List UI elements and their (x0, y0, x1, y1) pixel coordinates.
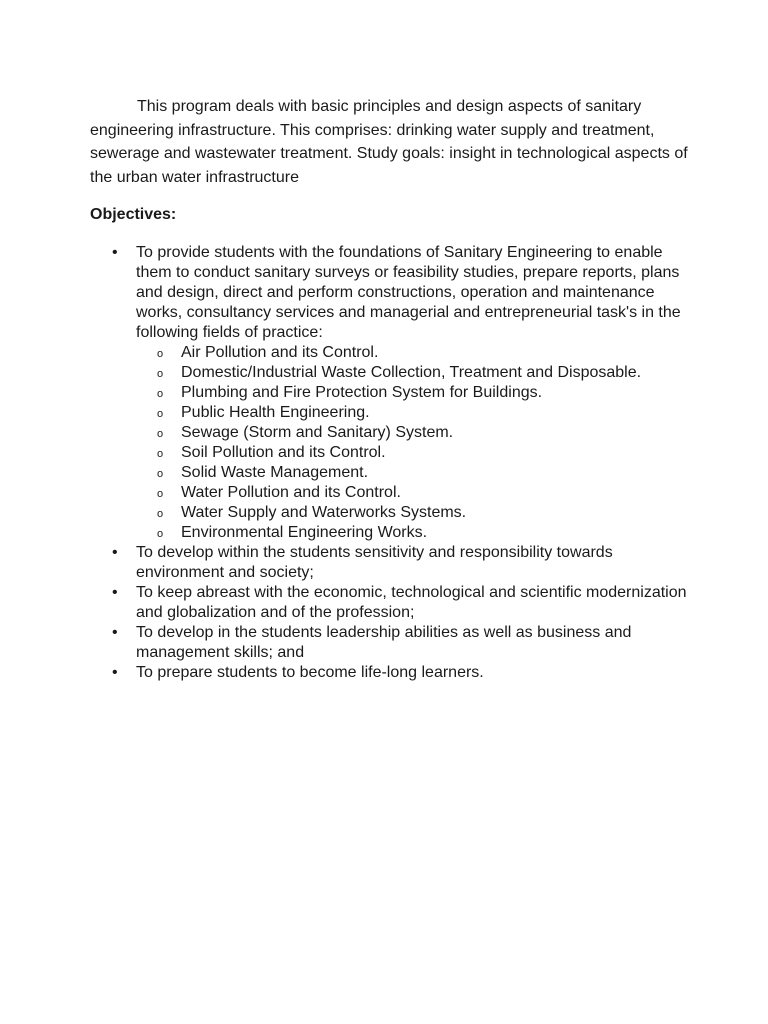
objectives-heading: Objectives: (90, 206, 177, 223)
circle-bullet-icon: o (157, 448, 164, 460)
field-text: Air Pollution and its Control. (181, 344, 379, 361)
field-item (136, 423, 690, 443)
objectives-list (90, 243, 690, 683)
bullet-icon: • (112, 624, 118, 641)
objective-item (90, 583, 690, 623)
circle-bullet-icon: o (157, 388, 164, 400)
field-item (136, 523, 690, 543)
intro-paragraph: This program deals with basic principles and design aspects of sanitary engineering infrastructure. This comprises: drinking water supply and treatment, sewerage and wastewater treatment. Study goals: insight in technological aspects of the urban water infrastructure (90, 98, 688, 186)
circle-bullet-icon: o (157, 368, 164, 380)
field-item (136, 343, 690, 363)
field-text: Soil Pollution and its Control. (181, 444, 386, 461)
field-text: Sewage (Storm and Sanitary) System. (181, 424, 454, 441)
field-item (136, 383, 690, 403)
bullet-icon: • (112, 544, 118, 561)
field-text: Water Pollution and its Control. (181, 484, 401, 501)
field-item (136, 483, 690, 503)
bullet-icon: • (112, 244, 118, 261)
objective-item (90, 623, 690, 663)
objective-text: To develop in the students leadership abilities as well as business and management skills; and (136, 624, 632, 661)
field-text: Water Supply and Waterworks Systems. (181, 504, 467, 521)
objective-text: To develop within the students sensitivity and responsibility towards environment and society; (136, 544, 613, 581)
fields-list (136, 343, 690, 543)
field-text: Plumbing and Fire Protection System for Buildings. (181, 384, 543, 401)
circle-bullet-icon: o (157, 528, 164, 540)
field-item (136, 503, 690, 523)
objective-text: To provide students with the foundations of Sanitary Engineering to enable them to conduct sanitary surveys or feasibility studies, prepare reports, plans and design, direct and perform constructions, operation and maintenance works, consultancy services and managerial and entrepreneurial task's in the following fields of practice: (136, 244, 681, 341)
objective-item (90, 663, 690, 683)
circle-bullet-icon: o (157, 348, 164, 360)
circle-bullet-icon: o (157, 508, 164, 520)
field-text: Public Health Engineering. (181, 404, 370, 421)
field-item (136, 463, 690, 483)
objective-text: To keep abreast with the economic, technological and scientific modernization and globalization and of the profession; (136, 584, 687, 621)
circle-bullet-icon: o (157, 408, 164, 420)
field-text: Environmental Engineering Works. (181, 524, 428, 541)
field-text: Solid Waste Management. (181, 464, 369, 481)
circle-bullet-icon: o (157, 468, 164, 480)
field-item (136, 443, 690, 463)
circle-bullet-icon: o (157, 488, 164, 500)
field-text: Domestic/Industrial Waste Collection, Treatment and Disposable. (181, 364, 642, 381)
bullet-icon: • (112, 664, 118, 681)
field-item (136, 403, 690, 423)
objective-text: To prepare students to become life-long learners. (136, 664, 484, 681)
circle-bullet-icon: o (157, 428, 164, 440)
field-item (136, 363, 690, 383)
objective-item (90, 543, 690, 583)
objective-item (90, 243, 690, 543)
bullet-icon: • (112, 584, 118, 601)
